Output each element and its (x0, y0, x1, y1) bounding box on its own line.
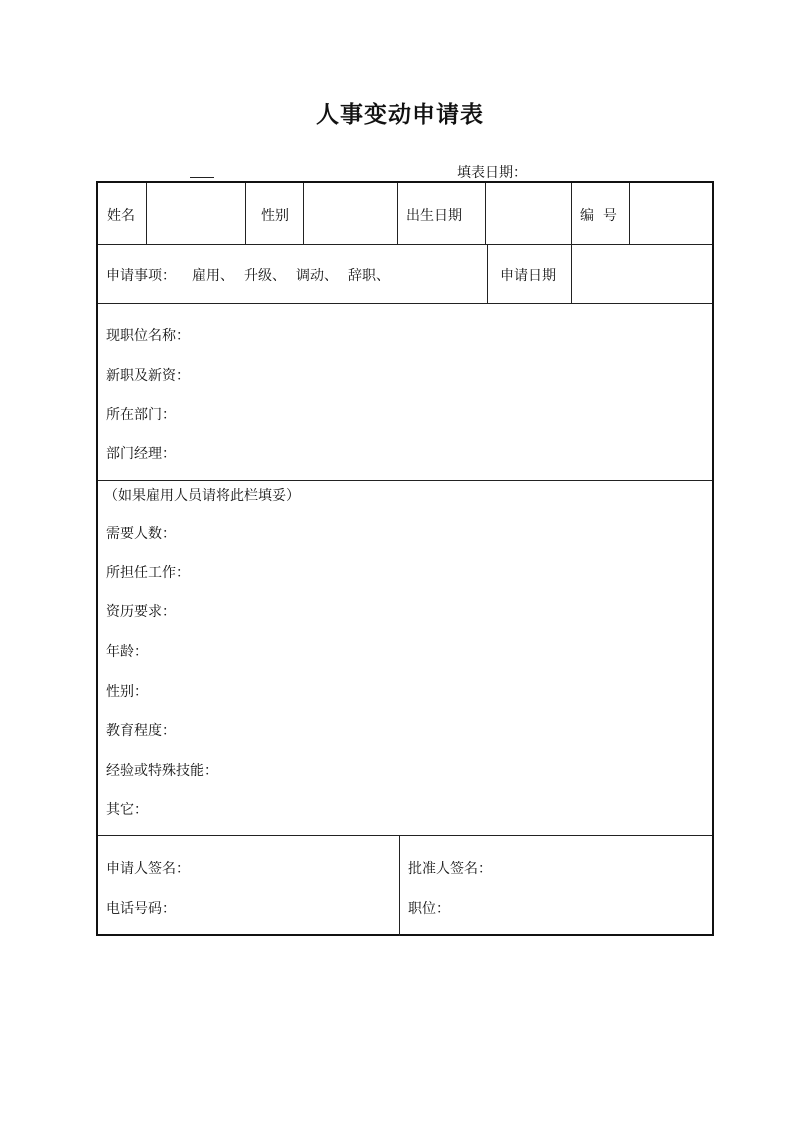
col-divider (397, 183, 398, 244)
current-position-line[interactable]: 现职位名称： (106, 328, 190, 344)
other-line[interactable]: 其它： (106, 802, 148, 818)
number-field[interactable] (630, 183, 714, 244)
job-duty-line[interactable]: 所担任工作： (106, 565, 190, 581)
education-line[interactable]: 教育程度： (106, 723, 176, 739)
department-line[interactable]: 所在部门： (106, 407, 176, 423)
department-manager-line[interactable]: 部门经理： (106, 446, 176, 462)
gender-requirement-line[interactable]: 性别： (106, 684, 148, 700)
applicant-signature-line[interactable]: 申请人签名： (106, 861, 190, 877)
option-hire[interactable]: 雇用、 (192, 268, 234, 284)
apply-date-field[interactable] (572, 245, 714, 303)
blank-underline (190, 177, 214, 178)
row-divider (98, 835, 712, 836)
gender-field[interactable] (304, 183, 397, 244)
phone-number-line[interactable]: 电话号码： (106, 901, 176, 917)
number-label: 编 号 (580, 208, 617, 224)
fill-date-label: 填表日期： (457, 165, 527, 181)
col-divider (571, 183, 572, 244)
col-divider (245, 183, 246, 244)
name-field[interactable] (147, 183, 245, 244)
application-form-table (96, 181, 714, 936)
approver-position-line[interactable]: 职位： (408, 901, 450, 917)
gender-label: 性别 (261, 208, 289, 224)
birth-date-label: 出生日期 (406, 208, 462, 224)
new-position-salary-line[interactable]: 新职及新资： (106, 368, 190, 384)
application-items-label: 申请事项： (106, 268, 176, 284)
col-divider (399, 835, 400, 936)
qualification-line[interactable]: 资历要求： (106, 604, 176, 620)
application-items-row (106, 265, 390, 285)
name-label: 姓名 (107, 208, 135, 224)
experience-skills-line[interactable]: 经验或特殊技能： (106, 763, 218, 779)
option-resign[interactable]: 辞职、 (348, 268, 390, 284)
age-line[interactable]: 年龄： (106, 644, 148, 660)
row-divider (98, 480, 712, 481)
apply-date-label: 申请日期 (500, 268, 556, 284)
form-title: 人事变动申请表 (316, 101, 484, 128)
option-transfer[interactable]: 调动、 (296, 268, 338, 284)
approver-signature-line[interactable]: 批准人签名： (408, 861, 492, 877)
headcount-line[interactable]: 需要人数： (106, 526, 176, 542)
hire-section-note: （如果雇用人员请将此栏填妥） (104, 488, 300, 504)
birth-date-field[interactable] (486, 183, 571, 244)
col-divider (487, 244, 488, 303)
row-divider (98, 303, 712, 304)
option-promote[interactable]: 升级、 (244, 268, 286, 284)
